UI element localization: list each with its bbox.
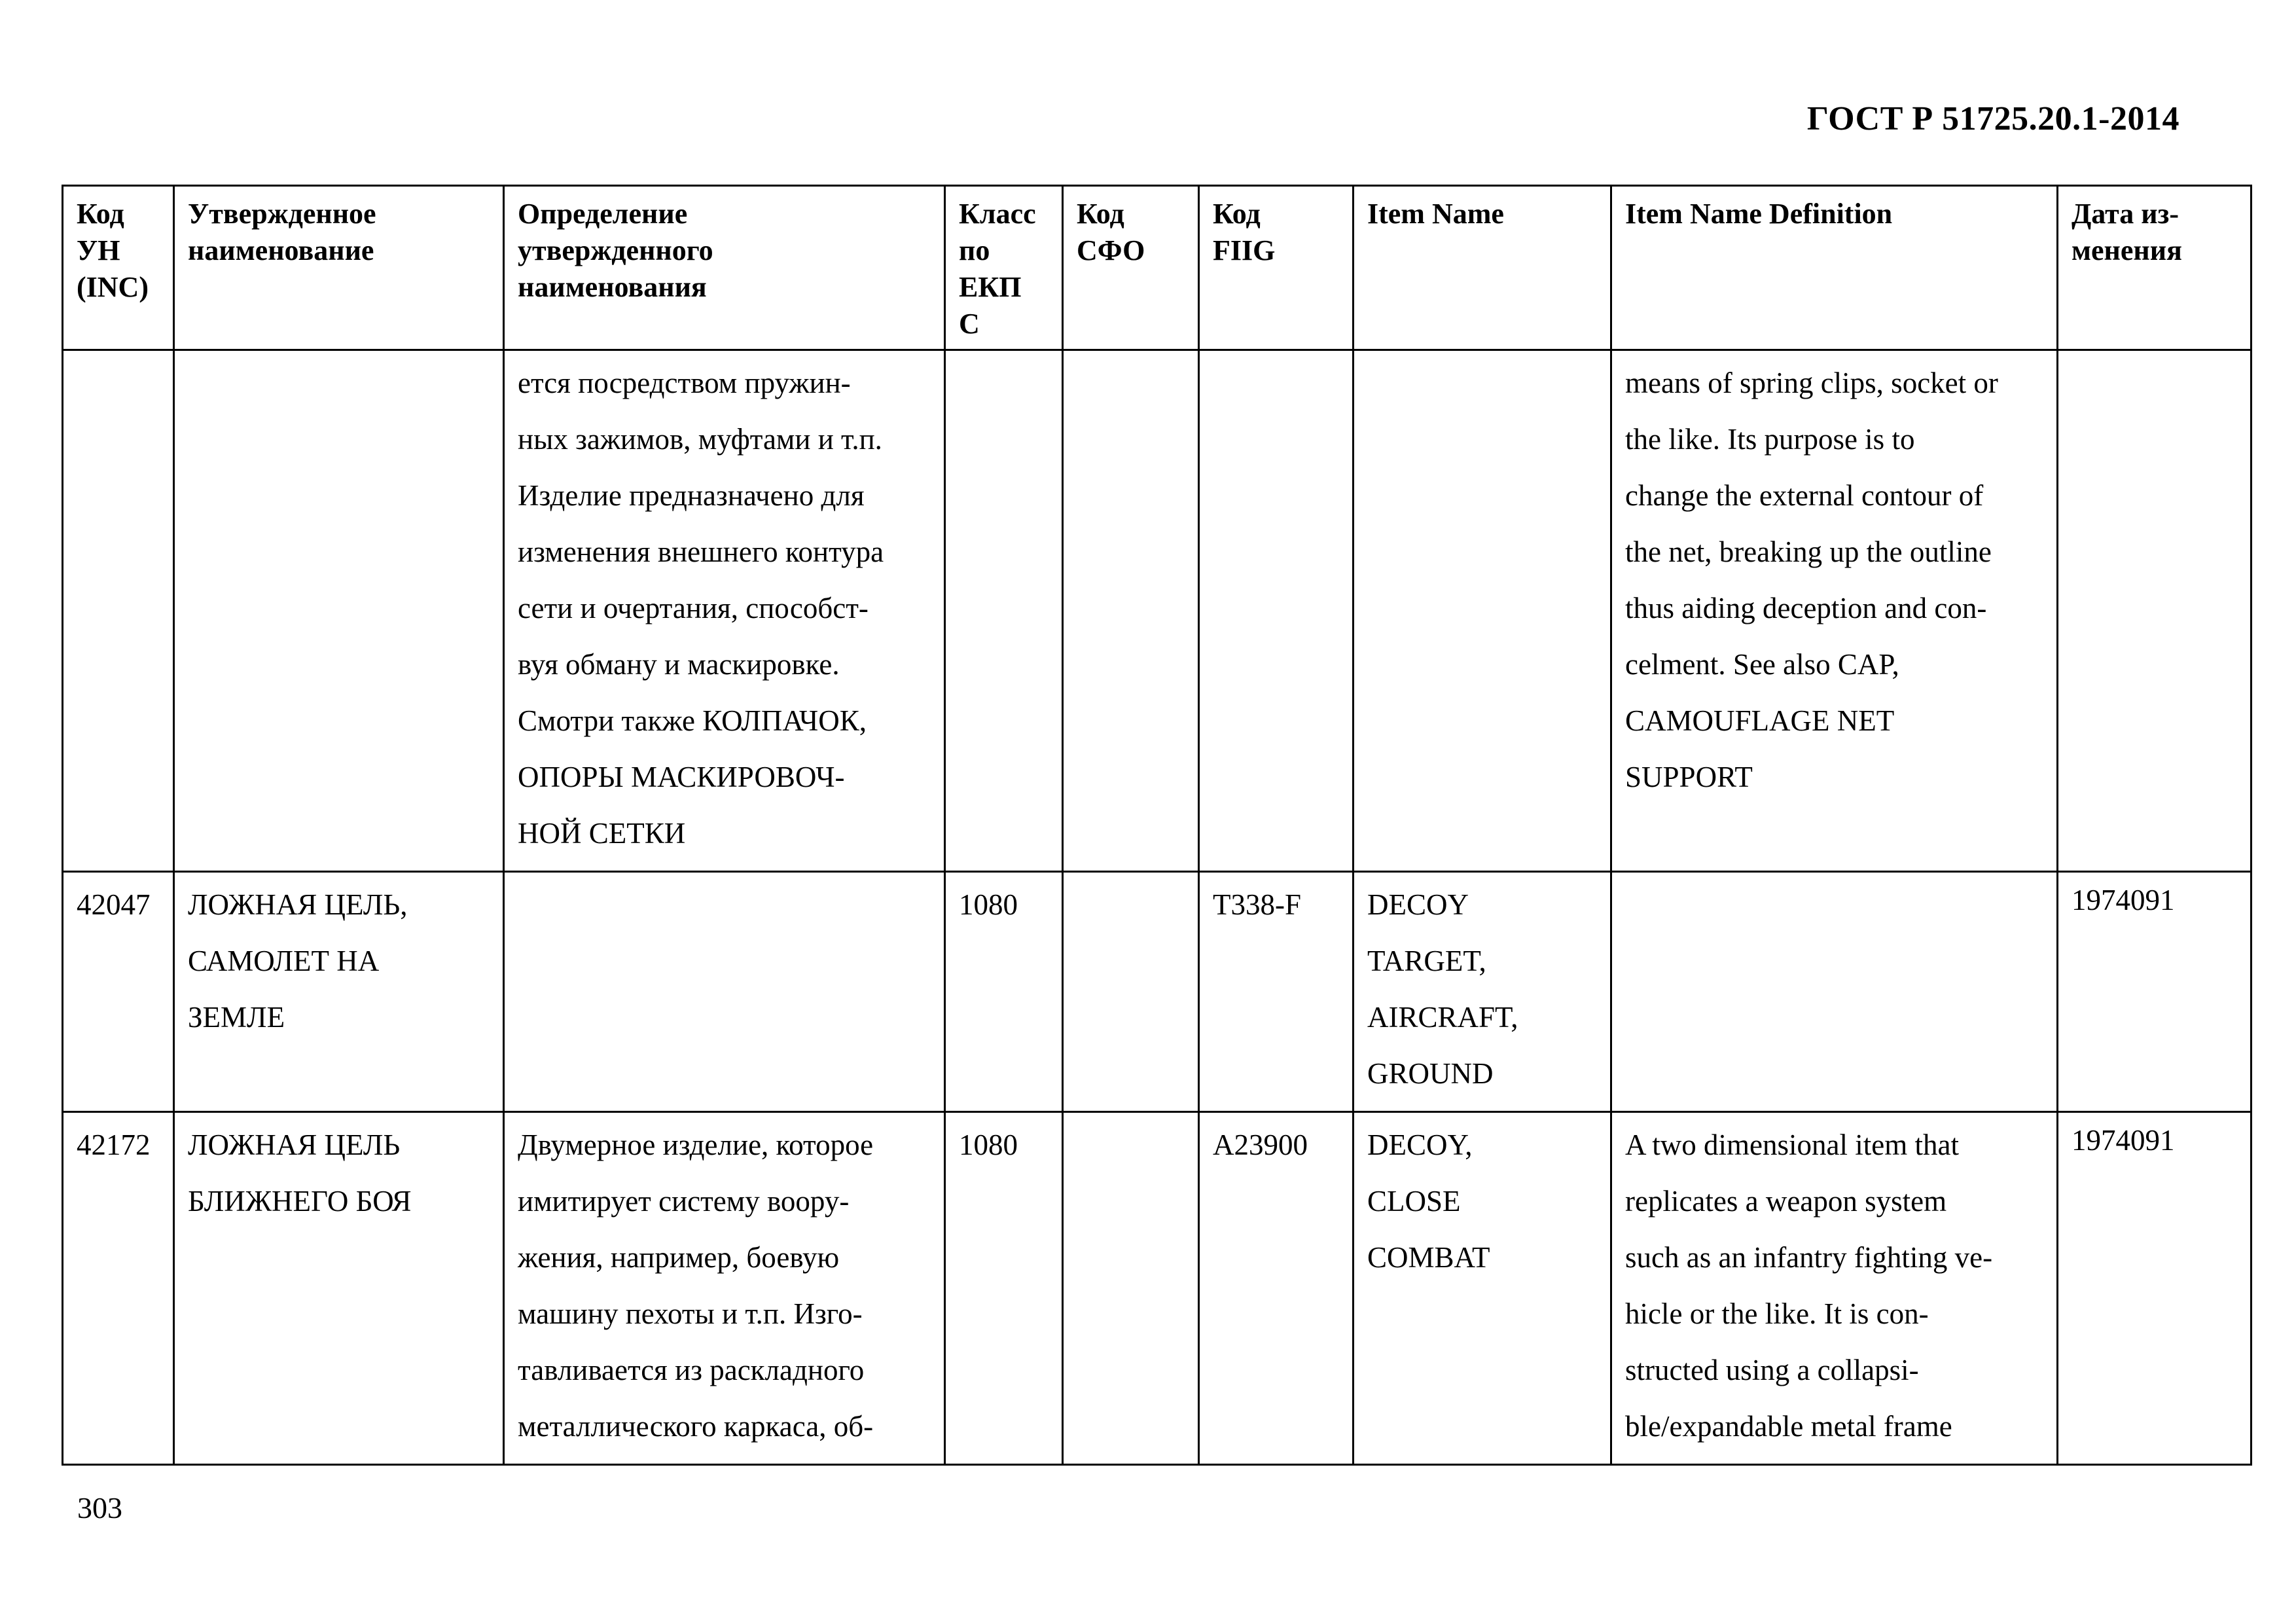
cell-definition-en (1611, 872, 2058, 1112)
cell-definition-ru: Двумерное изделие, которое имитирует систему воору- жения, например, боевую машину пехоты и т.п. Изго- тавливается из раскладного металлического каркаса, об- (504, 1112, 945, 1465)
cell-class: 1080 (945, 1112, 1063, 1465)
cell-inc: 42172 (63, 1112, 174, 1465)
table-row (63, 872, 2251, 1112)
cell-date: 1974091 (2058, 872, 2251, 1112)
cell-definition-en: A two dimensional item that replicates a weapon system such as an infantry fighting ve- hicle or the like. It is con- structed using a collapsi- ble/expandable metal frame (1611, 1112, 2058, 1465)
cell-definition-en: means of spring clips, socket or the like. Its purpose is to change the external contour of the net, breaking up the outline thus aiding deception and con- celment. See also CAP, CAMOUFLAGE NET SUPPORT (1611, 350, 2058, 872)
cell-inc (63, 350, 174, 872)
cell-class: 1080 (945, 872, 1063, 1112)
cell-item-name (1354, 350, 1611, 872)
cell-sfo (1063, 872, 1199, 1112)
cell-fiig (1199, 350, 1354, 872)
classification-table (62, 185, 2252, 1466)
cell-sfo (1063, 350, 1199, 872)
table-row (63, 350, 2251, 872)
col-header-fiig: Код FIIG (1199, 186, 1354, 350)
col-header-approved-name: Утвержденное наименование (174, 186, 504, 350)
col-header-definition-en: Item Name Definition (1611, 186, 2058, 350)
col-header-inc: Код УН (INC) (63, 186, 174, 350)
table-row (63, 1112, 2251, 1465)
col-header-definition-ru: Определение утвержденного наименования (504, 186, 945, 350)
table-header-row (63, 186, 2251, 350)
cell-sfo (1063, 1112, 1199, 1465)
cell-date: 1974091 (2058, 1112, 2251, 1465)
page-number: 303 (77, 1491, 122, 1525)
cell-inc: 42047 (63, 872, 174, 1112)
cell-date (2058, 350, 2251, 872)
cell-item-name: DECOY TARGET, AIRCRAFT, GROUND (1354, 872, 1611, 1112)
cell-definition-ru: ется посредством пружин- ных зажимов, муфтами и т.п. Изделие предназначено для изменения внешнего контура сети и очертания, способст- вуя обману и маскировке. Смотри также КОЛПАЧОК, ОПОРЫ МАСКИРОВОЧ- НОЙ СЕТКИ (504, 350, 945, 872)
cell-approved-name: ЛОЖНАЯ ЦЕЛЬ, САМОЛЕТ НА ЗЕМЛЕ (174, 872, 504, 1112)
document-id: ГОСТ Р 51725.20.1-2014 (1806, 100, 2179, 137)
col-header-item-name: Item Name (1354, 186, 1611, 350)
cell-item-name: DECOY, CLOSE COMBAT (1354, 1112, 1611, 1465)
col-header-class: Класс по ЕКП С (945, 186, 1063, 350)
col-header-sfo: Код СФО (1063, 186, 1199, 350)
cell-fiig: T338-F (1199, 872, 1354, 1112)
cell-approved-name (174, 350, 504, 872)
cell-class (945, 350, 1063, 872)
col-header-date: Дата из- менения (2058, 186, 2251, 350)
cell-definition-ru (504, 872, 945, 1112)
cell-approved-name: ЛОЖНАЯ ЦЕЛЬ БЛИЖНЕГО БОЯ (174, 1112, 504, 1465)
cell-fiig: A23900 (1199, 1112, 1354, 1465)
